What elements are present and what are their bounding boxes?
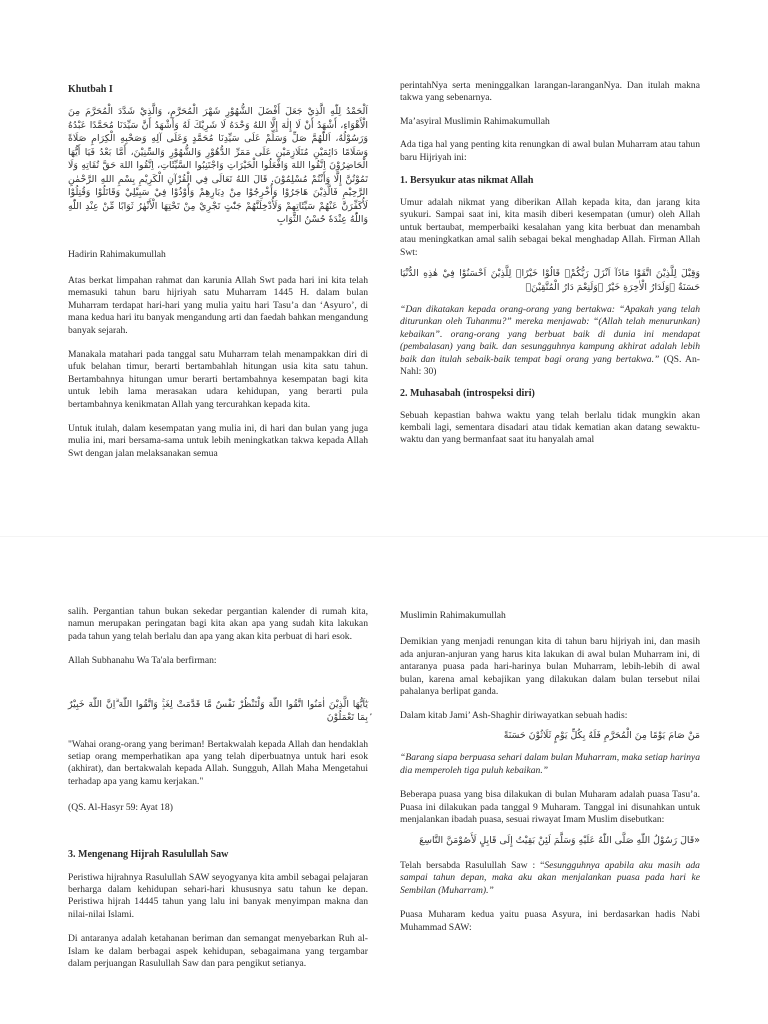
greeting: Hadirin Rahimakumullah [68,248,166,260]
page1-right-column [400,80,700,447]
greeting: Ma’asyiral Muslimin Rahimakumullah [400,115,550,127]
paragraph-continuation: salih. Pergantian tahun bukan sekedar pergantian kalender di rumah kita, namun merupakan peringatan bagi kita akan apa yang sudah kita lakukan pada tahun yang telah berlalu dan apa yang akan kita perbuat di hari esok. [68,606,368,642]
verse-reference: (QS. Al-Hasyr 59: Ayat 18) [68,802,173,814]
section-heading: 1. Bersyukur atas nikmat Allah [400,175,534,187]
paragraph: Atas berkat limpahan rahmat dan karunia Allah Swt pada hari ini kita telah memasuki tahun baru hijriyah satu Muharram 1445 H. dalam bulan Muharram terdapat hari-hari yang mulia yaitu hari Tasu’a dan ‘Asyuro’, di mana kedua hari itu banyak mengandung arti dan faedah bahkan mengandung banyak sejarah. [68,274,368,336]
arabic-opening-prayer: اَلْحَمْدُ لِلّٰهِ الَّذِيْ جَعَلَ أَفْضَلَ الشُّهُوْرِ شَهْرَ الْمُحَرَّمِ، وَالَّذِيْ شَدَّدَ الْمُحَرَّمَ مِنَ الْأَهْوَاءِ، أَشْهَدُ أَنْ لَا إِلٰهَ إِلَّا اللهُ وَحْدَهُ لَا شَرِيْكَ لَهُ وَأَشْهَدُ أَنَّ سَيِّدَنَا مُحَمَّدًا عَبْدُهُ وَرَسُوْلُهُ، اَللّٰهُمَّ صَلِّ وَسَلِّمْ عَلَى سَيِّدِنَا مُحَمَّدٍ وَعَلَى آلِهِ وَصَحْبِهِ الْكِرَامِ صَلَاةً وَسَلَامًا دَائِمَيْنِ مُتَلَازِمَيْنِ عَلَى مَمَرِّ الدُّهُوْرِ وَالشُّهُوْرِ وَالسِّنِيْنَ، أَمَّا بَعْدُ فَيَا أَيُّهَا الْحَاضِرُوْنَ اِتَّقُوا اللهَ وَافْعَلُوا الْخَيْرَاتِ وَاجْتَنِبُوا السَّيِّئَاتِ، اِتَّقُوا اللهَ حَقَّ تُقَاتِهِ وَلَا تَمُوْتُنَّ إِلَّا وَأَنْتُمْ مُسْلِمُوْنَ. قَالَ اللهُ تَعَالَى فِي الْقُرْآنِ الْكَرِيْمِ بِسْمِ اللهِ الرَّحْمٰنِ الرَّحِيْمِ فَالَّذِيْنَ هَاجَرُوْا وَأُخْرِجُوْا مِنْ دِيَارِهِمْ وَأُوْذُوْا فِيْ سَبِيْلِيْ وَقَاتَلُوْا وَقُتِلُوْا لَأُكَفِّرَنَّ عَنْهُمْ سَيِّئَاتِهِمْ وَلَأُدْخِلَنَّهُمْ جَنّٰتٍ تَجْرِيْ مِنْ تَحْتِهَا الْأَنْهٰرُ ثَوَابًا مِّنْ عِنْدِ اللّٰهِ وَاللّٰهُ عِنْدَهٗ حُسْنُ الثَّوَابِ [68,106,368,225]
paragraph: Umur adalah nikmat yang diberikan Allah kepada kita, dan jarang kita syukuri. Sampai saat ini, kita masih diberi kesempatan (umur) oleh Allah untuk bertaubat, memperbaiki kesalahan yang kita berbuat dan menambah atau meningkatkan amal salih sebagai bekal menghadap Allah. Firman Allah Swt: [400,197,700,258]
hadith-translation [400,860,700,897]
section-heading: 2. Muhasabah (introspeksi diri) [400,387,535,399]
translation-text: “Dan dikatakan kepada orang-orang yang bertakwa: “Apakah yang telah diturunkan oleh Tuhanmu?” mereka menjawab: “(Allah telah menurunkan) kebaikan”. orang-orang yang berbuat baik di dunia ini mendapat (pembalasan) yang baik. dan sesungguhnya kampung akhirat adalah lebih baik dan itulah sebaik-baik tempat bagi orang yang bertakwa.” [400,304,700,365]
hadith-arabic: مَنْ صَامَ يَوْمًا مِنَ الْمُحَرَّمِ فَلَهُ بِكُلِّ يَوْمٍ ثَلَاثُوْنَ حَسَنَةً [503,729,700,741]
hadith-lead: Telah bersabda Rasulullah Saw : “ [400,859,545,871]
arabic-verse: وَقِيْلَ لِلَّذِيْنَ اتَّقَوْا مَاذَآ اَنْزَلَ رَبُّكُمْۗ قَالُوْا خَيْرًاۗ لِلَّذِيْنَ اَحْسَنُوْا فِيْ هٰذِهِ الدُّنْيَا حَسَنَةٌ ۗوَلَدَارُ الْاٰخِرَةِ خَيْرٌ ۗوَلَنِعْمَ دَارُ الْمُتَّقِيْنَۙ [400,268,700,293]
paragraph: Puasa Muharam kedua yaitu puasa Asyura, ini berdasarkan hadis Nabi Muhammad SAW: [400,909,700,933]
page2-left-column [68,606,368,971]
hadith-translation: “Barang siapa berpuasa sehari dalam bulan Muharram, maka setiap harinya dia memperoleh tiga puluh kebaikan.” [400,752,700,776]
paragraph: Untuk itulah, dalam kesempatan yang mulia ini, di hari dan bulan yang juga mulia ini, mari bersama-sama untuk lebih meningkatkan takwa kepada Allah Swt dengan jalan melaksanakan semua [68,422,368,459]
paragraph: Di antaranya adalah ketahanan beriman dan semangat menyebarkan Ruh al-Islam ke dalam berbagai aspek kehidupan, sebagaimana yang tergambar dalam perjuangan Rasulullah Saw dan para pengikut setianya. [68,933,368,970]
verse-reference: (QS. An-Nahl: 30) [400,353,700,378]
paragraph: Sebuah kepastian bahwa waktu yang telah berlalu tidak mungkin akan kembali lagi, sementara disadari atau tidak kematian akan datang sewaktu-waktu dan yang bermanfaat saat itu hanyalah amal [400,409,700,446]
verse-translation: "Wahai orang-orang yang beriman! Bertakwalah kepada Allah dan hendaklah setiap orang memperhatikan apa yang telah diperbuatnya untuk hari esok (akhirat), dan bertakwalah kepada Allah. Sungguh, Allah Maha Mengetahui terhadap apa yang kamu kerjakan." [68,738,368,787]
paragraph: Peristiwa hijrahnya Rasulullah SAW seyogyanya kita ambil sebagai pelajaran berharga dalam kehidupan sehari-hari khususnya satu tahun ke depan. Peristiwa hijrah 14445 tahun yang lalu ini banyak menyimpan makna dan nilai-nilai Islami. [68,871,368,920]
paragraph: Beberapa puasa yang bisa dilakukan di bulan Muharam adalah puasa Tasu’a. Puasa ini dilakukan pada tanggal 9 Muharam. Tanggal ini disunahkan untuk menjalankan ibadah puasa, sesuai riwayat Imam Muslim disebutkan: [400,789,700,825]
hadith-quote: Sesungguhnya apabila aku masih ada sampai tahun depan, maka aku akan menjalankan puasa pada hari ke Sembilan (Muharram).” [400,859,700,896]
verse-intro: Allah Subhanahu Wa Ta'ala berfirman: [68,655,217,667]
hadith-intro: Dalam kitab Jami’ Ash-Shaghir diriwayatkan sebuah hadis: [400,710,628,722]
page1-left-column [68,84,368,460]
hadith-arabic: «قَالَ رَسُوْلُ اللّٰهِ صَلَّى اللّٰهُ عَلَيْهِ وَسَلَّمَ لَئِنْ بَقِيْتُ إِلَى قَابِلٍ لَأَصُوْمَنَّ التَّاسِعَ [419,835,700,847]
arabic-verse: يٰٓاَيُّهَا الَّذِيْنَ اٰمَنُوا اتَّقُوا اللّٰهَ وَلْتَنْظُرْ نَفْسٌ مَّا قَدَّمَتْ لِغَدٍۚ وَاتَّقُوا اللّٰهَ ۗاِنَّ اللّٰهَ خَبِيْرٌ ۢبِمَا تَعْمَلُوْنَ [68,698,368,724]
paragraph-continuation: perintahNya serta meninggalkan larangan-laranganNya. Dan itulah makna takwa yang sebenarnya. [400,80,700,104]
greeting: Muslimin Rahimakumullah [400,610,506,621]
page-divider [0,536,768,537]
khutbah-heading: Khutbah I [68,84,113,95]
paragraph: Manakala matahari pada tanggal satu Muharram telah menampakkan diri di ufuk belahan timur, berarti bertambahlah hitungan usia kita satu tahun. Bertambahnya hitungan umur berarti bertambahnya kesempatan bagi kita untuk lebih lama merasakan udara kehidupan, yang berarti pula bertambahnya kenikmatan Allah yang tercurahkan kepada kita. [68,348,368,410]
paragraph: Demikian yang menjadi renungan kita di tahun baru hijriyah ini, dan masih ada anjuran-anjuran yang harus kita lakukan di awal bulan Muharram ini, di antaranya puasa pada hari-harinya bulan Muharram, lebih-lebih di awal bulan, karena amal kebajikan yang dilakukan dalam bulan tersebut nilai pahalanya berlipat ganda. [400,636,700,698]
page2-right-column [400,610,700,934]
paragraph: Ada tiga hal yang penting kita renungkan di awal bulan Muharram atau tahun baru Hijriyah ini: [400,139,700,163]
verse-translation [400,304,700,378]
section-heading: 3. Mengenang Hijrah Rasulullah Saw [68,848,229,860]
